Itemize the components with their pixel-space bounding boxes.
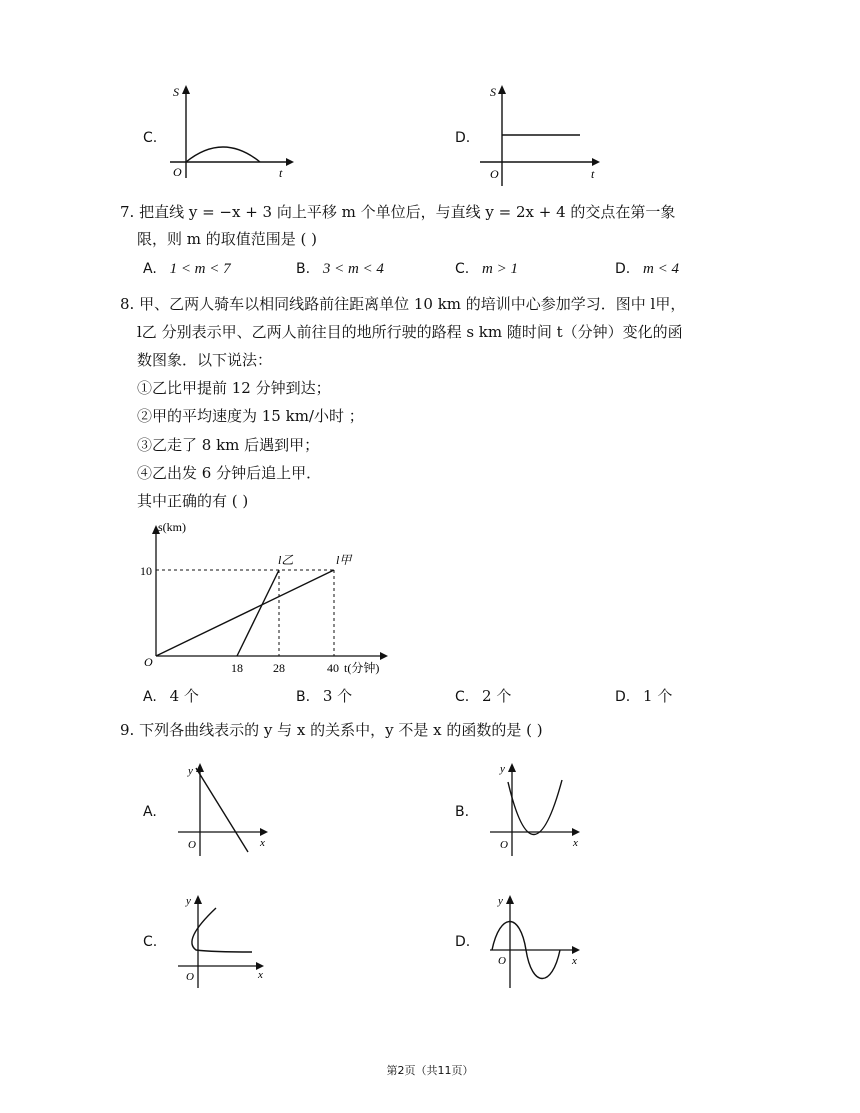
axis-x-label: x [572,955,577,967]
q9-option-d-label[interactable]: D. [455,934,471,950]
option-text: 2 个 [482,687,512,705]
q8-prompt: 其中正确的有 ( ) [137,492,249,510]
axis-t-arrow [592,158,600,166]
q7-line1: 7. 把直线 y = −x + 3 向上平移 m 个单位后，与直线 y = 2x + 4 的交点在第一象 [120,203,676,221]
y-axis-label: s(km) [158,520,186,534]
x-tick-18: 18 [231,661,243,675]
q8-option-b[interactable] [296,686,352,707]
option-text: 4 个 [169,687,199,705]
option-text: m < 4 [643,261,679,277]
q8-option-a[interactable] [143,686,199,707]
axis-x-label: x [260,837,265,849]
q9-option-a-label[interactable]: A. [143,804,157,820]
axis-x-arrow [572,828,580,836]
axis-s-arrow [182,85,190,94]
axis-y-label: y [186,895,191,907]
line-yi-label: l乙 [278,553,294,567]
x-axis-arrow [380,652,388,660]
axis-s-arrow [498,85,506,94]
axis-x-label: x [573,837,578,849]
q6-option-c-label: C. [143,130,158,146]
q9-graph-b [486,760,596,860]
option-label: D. [615,261,631,277]
q9-line1: 9. 下列各曲线表示的 y 与 x 的关系中，y 不是 x 的函数的是 ( ) [120,721,543,739]
axis-s-label: S [173,85,179,99]
option-text: 1 个 [643,687,673,705]
axis-x-arrow [572,946,580,954]
q8-line2: l乙 分别表示甲、乙两人前往目的地所行驶的路程 s km 随时间 t（分钟）变化的函 [137,323,683,341]
option-text: 3 < m < 4 [322,261,384,277]
axis-y-arrow [506,895,514,904]
axis-y-arrow [508,763,516,772]
origin-label: O [144,655,153,669]
axis-y-label: y [188,765,193,777]
x-axis-label: t(分钟) [344,661,380,675]
origin-label: O [490,167,499,181]
option-text: 1 < m < 7 [169,261,231,277]
page-footer: 第2页（共11页） [386,1064,474,1077]
q8-statement-1: ①乙比甲提前 12 分钟到达； [137,379,331,397]
option-label: C. [455,261,470,277]
q9-option-c-label[interactable]: C. [143,934,158,950]
origin-label: O [188,839,196,851]
axis-x-arrow [260,828,268,836]
option-label: B. [296,261,311,277]
q9-option-b-label[interactable]: B. [455,804,470,820]
q7-option-d[interactable] [615,258,679,279]
q7-line2: 限，则 m 的取值范围是 ( ) [137,230,318,248]
q9-graph-a [172,760,282,860]
axis-t-arrow [286,158,294,166]
origin-label: O [498,955,506,967]
q6-option-d-label: D. [455,130,471,146]
q8-line1: 8. 甲、乙两人骑车以相同线路前往距离单位 10 km 的培训中心参加学习．图中 l甲， [120,295,686,313]
line-yi [237,570,279,656]
origin-label: O [186,971,194,983]
q8-statement-4: ④乙出发 6 分钟后追上甲． [137,464,322,482]
q6-graph-d [478,82,608,187]
x-tick-40: 40 [327,661,339,675]
option-label: C. [455,689,470,705]
curve [196,768,248,852]
x-tick-28: 28 [273,661,285,675]
option-label: A. [143,689,157,705]
curve [508,780,562,835]
curve [186,147,260,162]
q8-line3: 数图象．以下说法： [137,351,273,369]
q7-option-c[interactable] [455,258,518,279]
option-text: m > 1 [482,261,518,277]
curve [192,908,252,952]
q9-graph-c [172,890,282,990]
q8-statement-2: ②甲的平均速度为 15 km/小时 ； [137,407,364,425]
line-jia-label: l甲 [336,553,352,567]
q9-graph-d [486,890,596,990]
origin-label: O [173,165,182,179]
origin-label: O [500,839,508,851]
axis-y-arrow [194,895,202,904]
option-label: D. [615,689,631,705]
q8-option-c[interactable] [455,686,511,707]
axis-y-label: y [498,895,503,907]
q8-statement-3: ③乙走了 8 km 后遇到甲； [137,436,320,454]
axis-t-label: t [591,167,595,181]
axis-t-label: t [279,166,283,180]
line-jia [156,570,334,656]
q8-graph [140,518,400,680]
option-label: B. [296,689,311,705]
q7-option-a[interactable] [143,258,231,279]
axis-s-label: S [490,85,496,99]
axis-x-label: x [258,969,263,981]
q7-option-b[interactable] [296,258,384,279]
q6-graph-c [168,82,298,182]
q8-option-d[interactable] [615,686,672,707]
axis-y-label: y [500,763,505,775]
y-tick-10: 10 [140,564,152,578]
option-text: 3 个 [322,687,353,705]
option-label: A. [143,261,157,277]
